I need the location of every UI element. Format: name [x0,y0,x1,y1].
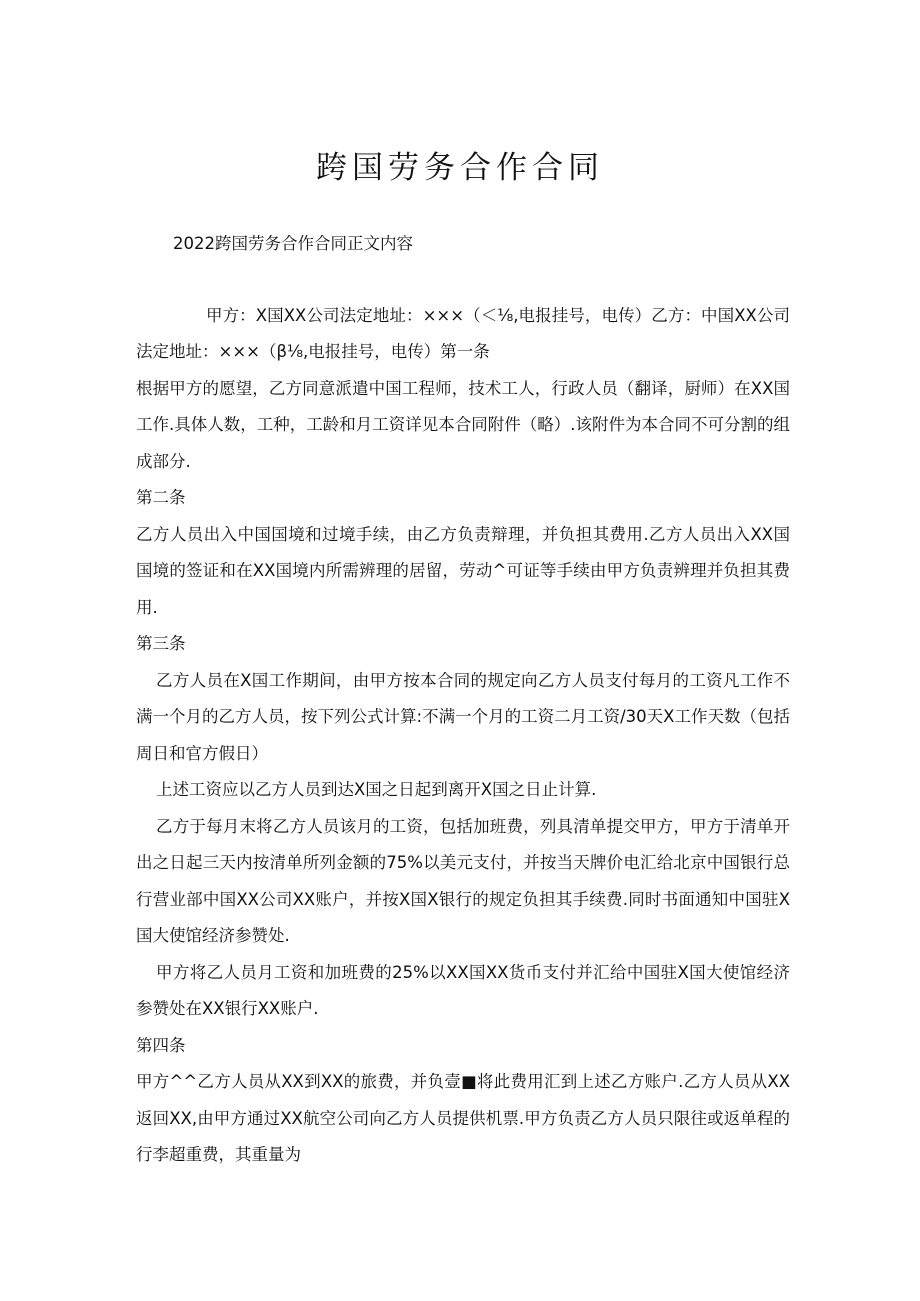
document-body [136,226,790,1174]
parties-paragraph: 甲方：X国XX公司法定地址：×××（＜⅛,电报挂号，电传）乙方：中国XX公司法定地址：×××（β⅛,电报挂号，电传）第一条 [136,305,790,361]
article-1-paragraph: 根据甲方的愿望，乙方同意派遣中国工程师，技术工人，行政人员（翻译，厨师）在XX国工作.具体人数，工种，工龄和月工资详见本合同附件（略）.该附件为本合同不可分割的组成部分. [136,378,790,471]
article-2-heading: 第二条 [136,488,186,507]
blank-line [136,263,790,298]
article-3-heading: 第三条 [136,634,186,653]
document-title: 跨国劳务合作合同 [316,150,604,186]
document-subtitle: 2022跨国劳务合作合同正文内容 [173,234,413,253]
article-4-heading: 第四条 [136,1035,186,1055]
article-3-paragraph-2: 上述工资应以乙方人员到达X国之日起到离开X国之日止计算. [156,780,597,799]
article-3-paragraph-3: 乙方于每月末将乙方人员该月的工资，包括加班费，列具清单提交甲方，甲方于清单开出之日起三天内按清单所列金额的75%以美元支付，并按当天牌价电汇给北京中国银行总行营业部中国XX公司XX账户，并按X国X银行的规定负担其手续费.同时书面通知中国驻X国大使馆经济参赞处. [136,816,790,945]
article-2-paragraph: 乙方人员出入中国国境和过境手续，由乙方负责辩理，并负担其费用.乙方人员出入XX国国境的签证和在XX国境内所需辨理的居留，劳动^可证等手续由甲方负责辨理并负担其费用. [136,524,790,617]
article-3-paragraph-1: 乙方人员在X国工作期间，由甲方按本合同的规定向乙方人员支付每月的工资凡工作不满一个月的乙方人员，按下列公式计算:不满一个月的工资二月工资/30天X工作天数（包括周日和官方假日） [136,670,790,763]
article-4-paragraph: 甲方^^乙方人员从XX到XX的旅费，并负壹■将此费用汇到上述乙方账户.乙方人员从XX返回XX,由甲方通过XX航空公司向乙方人员提供机票.甲方负责乙方人员只限往或返单程的行李超重费，其重量为 [136,1072,790,1164]
article-3-paragraph-4: 甲方将乙人员月工资和加班费的25%以XX国XX货币支付并汇给中国驻X国大使馆经济参赞处在XX银行XX账户. [136,962,790,1018]
